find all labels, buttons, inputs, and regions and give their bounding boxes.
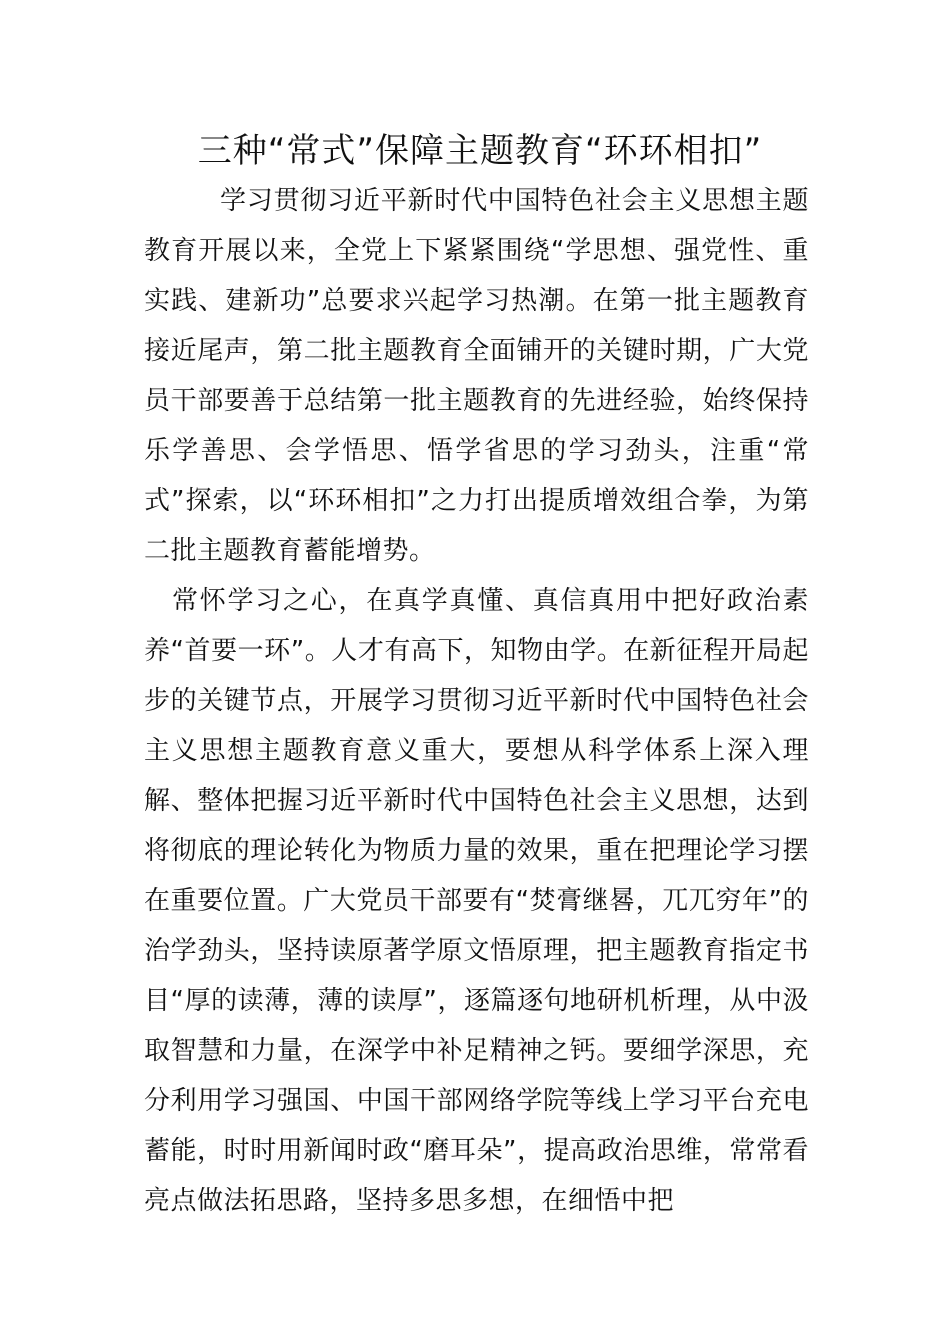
paragraph-intro: 学习贯彻习近平新时代中国特色社会主义思想主题教育开展以来，全党上下紧紧围绕“学思想、强党性、重实践、建新功”总要求兴起学习热潮。在第一批主题教育接近尾声，第二批主题教育全面铺开的关键时期，广大党员干部要善于总结第一批主题教育的先进经验，始终保持乐学善思、会学悟思、悟学省思的学习劲头，注重“常式”探索，以“环环相扣”之力打出提质增效组合拳，为第二批主题教育蓄能增势。 <box>144 186 809 566</box>
document-title: 三种“常式”保障主题教育“环环相扣” <box>197 131 763 171</box>
paragraph-section-1: 常怀学习之心，在真学真懂、真信真用中把好政治素养“首要一环”。人才有高下，知物由学。在新征程开局起步的关键节点，开展学习贯彻习近平新时代中国特色社会主义思想主题教育意义重大，要想从科学体系上深入理解、整体把握习近平新时代中国特色社会主义思想，达到将彻底的理论转化为物质力量的效果，重在把理论学习摆在重要位置。广大党员干部要有“焚膏继晷，兀兀穷年”的治学劲头，坚持读原著学原文悟原理，把主题教育指定书目“厚的读薄，薄的读厚”，逐篇逐句地研机析理，从中汲取智慧和力量，在深学中补足精神之钙。要细学深思，充分利用学习强国、中国干部网络学院等线上学习平台充电蓄能，时时用新闻时政“磨耳朵”，提高政治思维，常常看亮点做法拓思路，坚持多思多想，在细悟中把 <box>144 586 809 1216</box>
document-body <box>144 176 809 1226</box>
